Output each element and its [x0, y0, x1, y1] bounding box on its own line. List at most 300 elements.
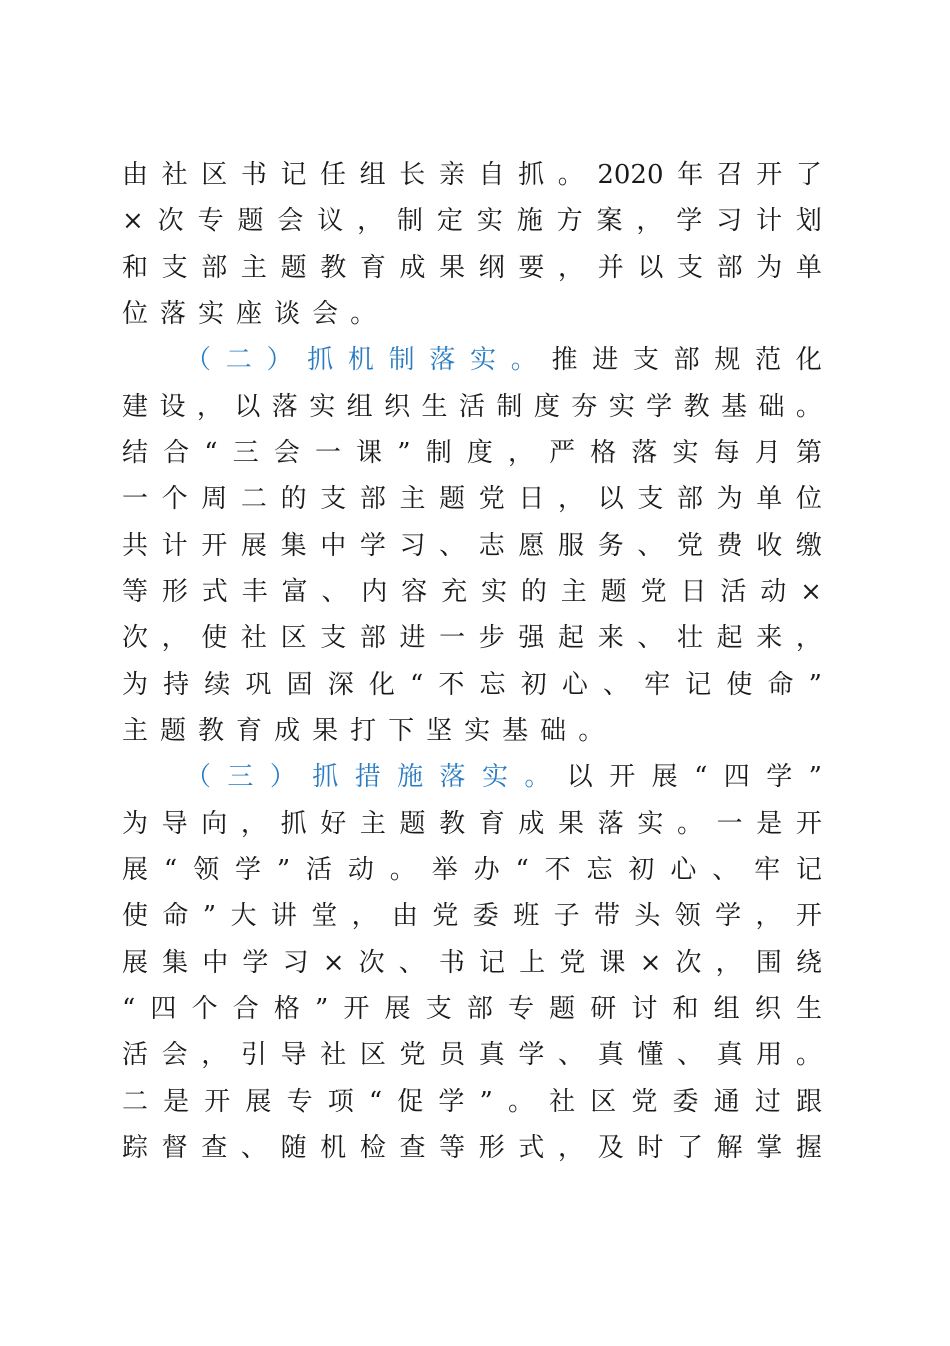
glyph: 式 [201, 577, 228, 607]
glyph: 心 [561, 670, 588, 700]
glyph: 。 [578, 716, 605, 746]
glyph: 步 [478, 623, 505, 653]
glyph: 学 [676, 206, 703, 236]
glyph: 大 [230, 901, 257, 931]
glyph: 组 [359, 160, 386, 190]
glyph: ， [558, 253, 585, 283]
glyph: 式 [518, 1133, 545, 1163]
glyph: 实 [672, 438, 699, 468]
glyph: 题 [237, 206, 264, 236]
glyph: 由 [122, 160, 149, 190]
glyph: 组 [713, 994, 740, 1024]
glyph: 部 [359, 623, 386, 653]
glyph: 夯 [571, 392, 598, 422]
glyph: ” [202, 901, 217, 931]
glyph: 区 [590, 1087, 617, 1117]
glyph: ” [479, 1087, 493, 1117]
heading-glyph: ） [266, 345, 293, 375]
glyph: 了 [676, 1133, 703, 1163]
glyph: 和 [122, 253, 149, 283]
glyph: 次 [122, 623, 149, 653]
glyph: 共 [122, 531, 149, 561]
glyph: 书 [438, 948, 465, 978]
glyph: 实 [637, 809, 664, 839]
glyph: “ [694, 762, 708, 792]
glyph: 形 [478, 1133, 505, 1163]
glyph: 活 [306, 855, 333, 885]
glyph: 课 [356, 438, 383, 468]
glyph: 计 [756, 206, 783, 236]
glyph: 坚 [426, 716, 453, 746]
glyph: 强 [518, 623, 545, 653]
glyph: 通 [713, 1087, 740, 1117]
glyph: 踪 [122, 1133, 149, 1163]
heading-glyph: 实 [481, 762, 508, 792]
heading-glyph: 机 [347, 345, 374, 375]
glyph: 制 [425, 438, 452, 468]
glyph: 使 [122, 901, 149, 931]
glyph: × [322, 948, 345, 978]
glyph: 忘 [479, 670, 506, 700]
glyph: ， [755, 901, 782, 931]
glyph: 、 [398, 948, 425, 978]
glyph: 督 [161, 1133, 188, 1163]
glyph: 查 [399, 1133, 426, 1163]
glyph: 向 [201, 809, 228, 839]
glyph: 部 [466, 994, 493, 1024]
glyph: 展 [122, 948, 149, 978]
text-line [122, 479, 822, 519]
heading-glyph: 施 [397, 762, 424, 792]
glyph: 堂 [311, 901, 338, 931]
glyph: 实 [476, 206, 503, 236]
glyph: 召 [716, 160, 743, 190]
glyph: 成 [518, 809, 545, 839]
heading-glyph: 落 [429, 345, 456, 375]
glyph: 记 [685, 670, 712, 700]
glyph: 生 [795, 994, 822, 1024]
glyph: 度 [466, 438, 493, 468]
glyph: “ [515, 855, 529, 885]
text-line [122, 989, 822, 1029]
glyph: 学 [646, 392, 673, 422]
glyph: 个 [191, 994, 218, 1024]
glyph: 专 [197, 206, 224, 236]
heading-glyph: ） [269, 762, 296, 792]
glyph: 三 [232, 438, 259, 468]
glyph: 主 [399, 484, 426, 514]
glyph: 化 [368, 670, 395, 700]
glyph: 活 [720, 577, 747, 607]
glyph: 党 [676, 531, 703, 561]
glyph: 学 [242, 948, 269, 978]
glyph: 格 [273, 994, 300, 1024]
glyph: 命 [767, 670, 794, 700]
glyph: 课 [599, 948, 626, 978]
glyph: 支 [637, 484, 664, 514]
glyph: 不 [544, 855, 571, 885]
glyph: 研 [590, 994, 617, 1024]
glyph: 懂 [637, 1040, 664, 1070]
glyph: 支 [161, 253, 188, 283]
glyph: 委 [472, 901, 499, 931]
glyph: 促 [397, 1087, 424, 1117]
glyph: 命 [162, 901, 189, 931]
glyph: 以 [234, 392, 261, 422]
glyph: 部 [201, 253, 228, 283]
glyph: 机 [320, 1133, 347, 1163]
glyph: 。 [795, 392, 822, 422]
glyph: 不 [438, 670, 465, 700]
glyph: 展 [245, 1087, 272, 1117]
text-line [122, 433, 822, 473]
glyph: 础 [540, 716, 567, 746]
glyph: 、 [712, 855, 739, 885]
glyph: 实 [481, 577, 508, 607]
text-line [122, 850, 822, 890]
glyph: ” [276, 855, 291, 885]
glyph: 制 [496, 392, 523, 422]
glyph: 二 [240, 484, 267, 514]
glyph: ” [808, 762, 822, 792]
glyph: 部 [673, 345, 700, 375]
glyph: 落 [597, 809, 624, 839]
glyph: 支 [425, 994, 452, 1024]
glyph: 真 [478, 1040, 505, 1070]
glyph: 学 [438, 1087, 465, 1117]
glyph: 导 [280, 1040, 307, 1070]
glyph: “ [409, 670, 424, 700]
glyph: 成 [399, 253, 426, 283]
glyph: 每 [713, 438, 740, 468]
glyph: ” [397, 438, 411, 468]
glyph: 一 [716, 809, 743, 839]
glyph: 日 [680, 577, 707, 607]
text-line [122, 1035, 822, 1075]
glyph: 跟 [795, 1087, 822, 1117]
glyph: 专 [286, 1087, 313, 1117]
glyph: 、 [676, 1040, 703, 1070]
glyph: 次 [675, 948, 702, 978]
glyph: 党 [478, 484, 505, 514]
glyph: 抓 [280, 809, 307, 839]
glyph: 收 [756, 531, 783, 561]
glyph: 下 [388, 716, 415, 746]
text-line [122, 804, 822, 844]
glyph: 月 [754, 438, 781, 468]
glyph: 实 [464, 716, 491, 746]
glyph: 专 [507, 994, 534, 1024]
glyph: 一 [314, 438, 341, 468]
glyph: 好 [320, 809, 347, 839]
text-line [122, 387, 822, 427]
glyph: × [122, 206, 144, 236]
glyph: 果 [558, 809, 585, 839]
glyph: 及 [597, 1133, 624, 1163]
glyph: ， [715, 948, 742, 978]
glyph: 教 [439, 809, 466, 839]
glyph: 落 [631, 438, 658, 468]
glyph: 支 [320, 484, 347, 514]
heading-glyph: 制 [388, 345, 415, 375]
glyph: 主 [240, 253, 267, 283]
glyph: 育 [236, 716, 263, 746]
text-line [122, 294, 822, 334]
glyph: 党 [399, 1040, 426, 1070]
glyph: 主 [122, 716, 149, 746]
glyph: 丰 [241, 577, 268, 607]
glyph: 。 [350, 299, 377, 329]
heading-glyph: 抓 [307, 345, 334, 375]
glyph: 主 [359, 809, 386, 839]
glyph: 题 [549, 994, 576, 1024]
glyph: 习 [716, 206, 743, 236]
glyph: 头 [634, 901, 661, 931]
heading-glyph: 。 [510, 345, 537, 375]
glyph: 学 [766, 762, 793, 792]
glyph: 支 [632, 345, 659, 375]
glyph: 社 [161, 160, 188, 190]
glyph: × [800, 577, 822, 607]
glyph: 建 [122, 392, 149, 422]
glyph: 绕 [795, 948, 822, 978]
glyph: 活 [458, 392, 485, 422]
glyph: 社 [320, 1040, 347, 1070]
glyph: 个 [161, 484, 188, 514]
glyph: 一 [122, 484, 149, 514]
glyph: 时 [637, 1133, 664, 1163]
glyph: 四 [723, 762, 750, 792]
glyph: 了 [795, 160, 822, 190]
glyph: 学 [359, 531, 386, 561]
glyph: 讲 [270, 901, 297, 931]
glyph: 部 [359, 484, 386, 514]
glyph: 缴 [795, 531, 822, 561]
glyph: 导 [161, 809, 188, 839]
glyph: 项 [327, 1087, 354, 1117]
glyph: 二 [122, 1087, 149, 1117]
glyph: 起 [716, 623, 743, 653]
glyph: 四 [150, 994, 177, 1024]
glyph: 一 [439, 623, 466, 653]
glyph: 区 [280, 623, 307, 653]
glyph: 会 [277, 206, 304, 236]
glyph: 学 [518, 1040, 545, 1070]
glyph: 日 [518, 484, 545, 514]
glyph: 、 [637, 531, 664, 561]
glyph: 实 [198, 299, 225, 329]
glyph: 深 [327, 670, 354, 700]
glyph: 用 [756, 1040, 783, 1070]
glyph: 牢 [644, 670, 671, 700]
glyph: 亲 [438, 160, 465, 190]
heading-glyph: （ [185, 345, 212, 375]
glyph: 党 [559, 948, 586, 978]
text-line [122, 248, 822, 288]
glyph: 是 [163, 1087, 190, 1117]
glyph: 部 [676, 484, 703, 514]
glyph: 设 [159, 392, 186, 422]
glyph: 、 [558, 1040, 585, 1070]
glyph: 讨 [631, 994, 658, 1024]
glyph: 年 [677, 160, 704, 190]
glyph: 员 [439, 1040, 466, 1070]
text-line [122, 155, 822, 195]
glyph: 实 [608, 392, 635, 422]
glyph: 心 [670, 855, 697, 885]
glyph: 会 [161, 1040, 188, 1070]
glyph: 主 [560, 577, 587, 607]
glyph: 使 [726, 670, 753, 700]
glyph: 、 [439, 531, 466, 561]
glyph: 以 [637, 253, 664, 283]
glyph: 学 [234, 855, 261, 885]
glyph: 解 [716, 1133, 743, 1163]
glyph: 开 [609, 762, 636, 792]
glyph: 、 [637, 623, 664, 653]
glyph: 为 [756, 253, 783, 283]
glyph: 题 [439, 484, 466, 514]
glyph: 富 [281, 577, 308, 607]
text-line [122, 572, 822, 612]
glyph: 纲 [478, 253, 505, 283]
glyph: “ [204, 438, 218, 468]
glyph: 题 [280, 253, 307, 283]
glyph: 展 [651, 762, 678, 792]
glyph: 活 [122, 1040, 149, 1070]
glyph: 办 [473, 855, 500, 885]
glyph: 位 [122, 299, 149, 329]
glyph: 并 [597, 253, 624, 283]
glyph: 握 [795, 1133, 822, 1163]
heading-glyph: 二 [225, 345, 252, 375]
glyph: 检 [359, 1133, 386, 1163]
glyph: 书 [240, 160, 267, 190]
glyph: 由 [392, 901, 419, 931]
glyph: 织 [384, 392, 411, 422]
glyph: 进 [399, 623, 426, 653]
glyph: 查 [201, 1133, 228, 1163]
glyph: 志 [478, 531, 505, 561]
glyph: 严 [549, 438, 576, 468]
glyph: 础 [758, 392, 785, 422]
glyph: 愿 [518, 531, 545, 561]
glyph: 织 [754, 994, 781, 1024]
heading-glyph: 落 [439, 762, 466, 792]
glyph: 中 [202, 948, 229, 978]
glyph: 合 [163, 438, 190, 468]
glyph: 续 [204, 670, 231, 700]
glyph: 社 [240, 623, 267, 653]
glyph: 容 [401, 577, 428, 607]
glyph: 以 [566, 762, 593, 792]
glyph: 教 [198, 716, 225, 746]
glyph: 真 [597, 1040, 624, 1070]
glyph: 进 [592, 345, 619, 375]
glyph: 习 [282, 948, 309, 978]
glyph: 。 [389, 855, 416, 885]
glyph: 开 [795, 809, 822, 839]
glyph: 单 [756, 484, 783, 514]
glyph: 党 [432, 901, 459, 931]
glyph: 班 [513, 901, 540, 931]
glyph: 费 [716, 531, 743, 561]
glyph: 题 [160, 716, 187, 746]
glyph: 随 [280, 1133, 307, 1163]
text-line [122, 1082, 822, 1122]
glyph: 、 [240, 1133, 267, 1163]
glyph: 落 [271, 392, 298, 422]
glyph: “ [122, 994, 136, 1024]
glyph: 划 [795, 206, 822, 236]
glyph: 周 [201, 484, 228, 514]
glyph: ， [636, 206, 663, 236]
glyph: 区 [359, 1040, 386, 1070]
glyph: ” [314, 994, 329, 1024]
glyph: 规 [714, 345, 741, 375]
glyph: 使 [201, 623, 228, 653]
glyph: ， [558, 1133, 585, 1163]
glyph: 领 [674, 901, 701, 931]
glyph: ， [357, 206, 384, 236]
heading-glyph: （ [185, 762, 212, 792]
glyph: 举 [431, 855, 458, 885]
glyph: 子 [553, 901, 580, 931]
glyph: 学 [715, 901, 742, 931]
glyph: × [639, 948, 662, 978]
glyph: “ [163, 855, 178, 885]
text-line [122, 943, 822, 983]
glyph: 固 [286, 670, 313, 700]
glyph: 、 [602, 670, 629, 700]
glyph: 自 [478, 160, 505, 190]
glyph: 初 [520, 670, 547, 700]
glyph: 定 [436, 206, 463, 236]
glyph: 忘 [586, 855, 613, 885]
glyph: 育 [359, 253, 386, 283]
glyph: ， [196, 392, 223, 422]
heading-glyph: 实 [470, 345, 497, 375]
heading-glyph: 措 [354, 762, 381, 792]
glyph: 要 [518, 253, 545, 283]
text-line [122, 201, 822, 241]
glyph: 支 [320, 623, 347, 653]
glyph: 等 [439, 1133, 466, 1163]
glyph: 、 [321, 577, 348, 607]
glyph: 推 [551, 345, 578, 375]
glyph: 开 [795, 901, 822, 931]
glyph: 展 [240, 531, 267, 561]
glyph: 开 [201, 531, 228, 561]
glyph: 区 [201, 160, 228, 190]
glyph: 领 [193, 855, 220, 885]
glyph: 果 [312, 716, 339, 746]
glyph: 基 [502, 716, 529, 746]
glyph: ， [161, 623, 188, 653]
glyph: 基 [721, 392, 748, 422]
glyph: 抓 [518, 160, 545, 190]
glyph: 记 [795, 855, 822, 885]
glyph: 会 [273, 438, 300, 468]
glyph: 任 [320, 160, 347, 190]
glyph: 的 [520, 577, 547, 607]
glyph: 委 [672, 1087, 699, 1117]
heading-glyph: 抓 [312, 762, 339, 792]
glyph: 位 [795, 484, 822, 514]
glyph: 施 [516, 206, 543, 236]
glyph: 围 [755, 948, 782, 978]
glyph: 实 [309, 392, 336, 422]
